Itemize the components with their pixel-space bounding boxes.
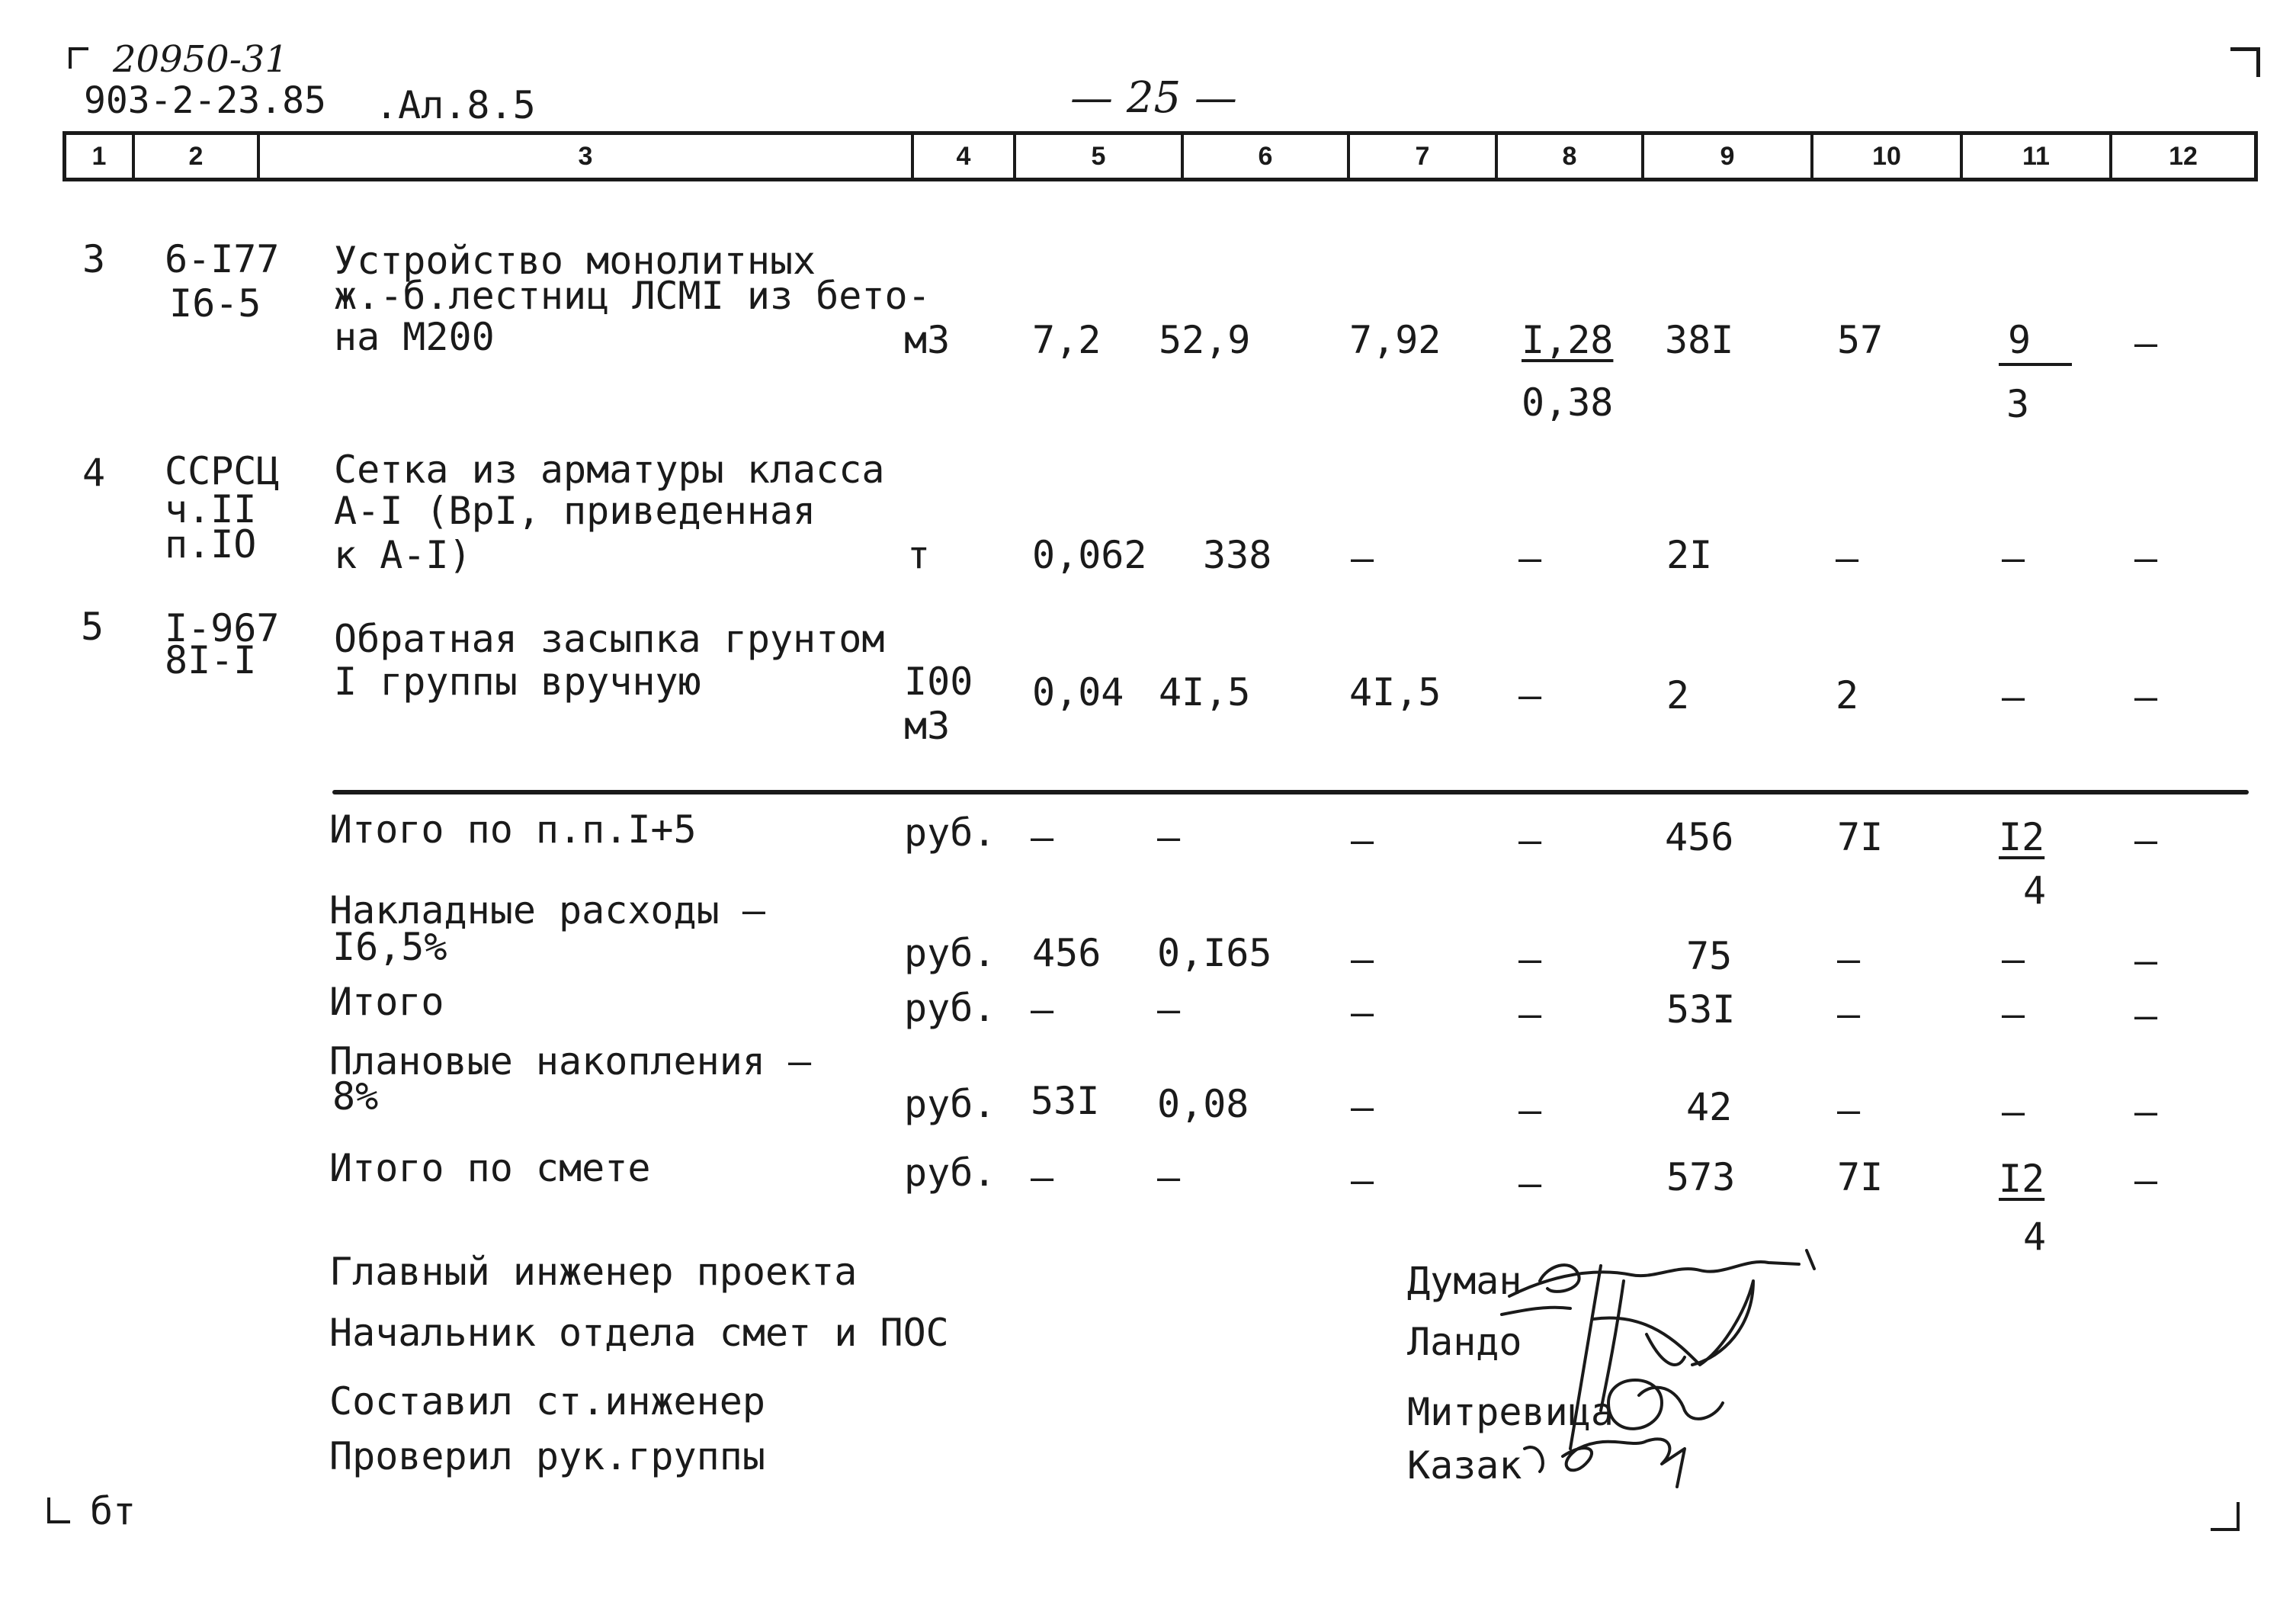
col12-value: – xyxy=(2134,675,2158,719)
total-label-line: 8% xyxy=(332,1074,379,1119)
unit-price: 52,9 xyxy=(1159,318,1251,362)
col8-value: – xyxy=(1518,536,1542,580)
col6-value: – xyxy=(1157,815,1181,859)
col7-value: – xyxy=(1351,937,1374,981)
col9-value: 573 xyxy=(1666,1155,1736,1199)
col8-value: – xyxy=(1518,1088,1542,1132)
total-label-line: Итого xyxy=(329,980,444,1024)
col6-value: – xyxy=(1157,987,1181,1032)
col12-value: – xyxy=(2134,536,2158,580)
norm-code-line: ч.II xyxy=(165,487,257,531)
footer-mark: бт xyxy=(90,1489,136,1533)
unit: руб. xyxy=(904,1082,996,1126)
work-description-line: Сетка из арматуры класса xyxy=(334,448,885,492)
col-header-7: 7 xyxy=(1350,135,1498,178)
col9-value: 75 xyxy=(1686,934,1733,978)
total-label-line: I6,5% xyxy=(332,925,447,969)
col10-value: – xyxy=(1837,937,1861,981)
col8-value: – xyxy=(1518,818,1542,862)
col-header-10: 10 xyxy=(1813,135,1963,178)
col8-value: – xyxy=(1518,673,1542,717)
col9-value: 53I xyxy=(1666,987,1736,1032)
col8-value: – xyxy=(1518,937,1542,981)
col5-value: – xyxy=(1031,815,1054,859)
col-header-2: 2 xyxy=(135,135,260,178)
signatory-name: Думан xyxy=(1407,1259,1522,1303)
col7-value: 7,92 xyxy=(1349,318,1441,362)
col10-value: 7I xyxy=(1837,1155,1884,1199)
col5-value: – xyxy=(1031,1155,1054,1199)
col10-value: – xyxy=(1837,992,1861,1036)
page-number-value: 25 xyxy=(1126,73,1182,123)
col-header-12: 12 xyxy=(2169,141,2198,171)
col9-value: 2I xyxy=(1666,533,1713,577)
col11-value: – xyxy=(2002,675,2025,719)
page-number: — 25 — xyxy=(1070,73,1237,123)
col10-value: 57 xyxy=(1837,318,1884,362)
col11-value-bottom: 4 xyxy=(2023,868,2047,913)
norm-code-line: 6-I77 xyxy=(165,237,280,281)
col5-value: – xyxy=(1031,987,1054,1032)
col11-value-bottom: 3 xyxy=(2006,382,2030,426)
work-description-line: Устройство монолитных xyxy=(334,239,816,283)
unit-line: м3 xyxy=(904,704,951,748)
col7-value: – xyxy=(1351,1158,1374,1202)
col-header-3: 3 xyxy=(260,135,914,178)
norm-code-line: п.IO xyxy=(165,522,257,567)
col10-value: – xyxy=(1837,1088,1861,1132)
unit: руб. xyxy=(904,810,996,855)
signatory-position: Начальник отдела смет и ПОС xyxy=(329,1311,949,1355)
norm-code-line: 8I-I xyxy=(165,638,257,682)
col11-value-top: I2 xyxy=(1999,1157,2045,1201)
col12-value: – xyxy=(2134,321,2158,365)
col-header-1: 1 xyxy=(66,135,135,178)
col-header-5: 5 xyxy=(1016,135,1184,178)
unit: руб. xyxy=(904,986,996,1030)
col-header-9: 9 xyxy=(1644,135,1813,178)
col8-value: – xyxy=(1518,992,1542,1036)
col11-underline xyxy=(1999,363,2072,366)
work-description-line: А-I (BpI, приведенная xyxy=(334,489,816,533)
col-header-4: 4 xyxy=(914,135,1016,178)
work-description-line: I группы вручную xyxy=(334,660,701,704)
col6-value: – xyxy=(1157,1155,1181,1199)
work-description-line: Обратная засыпка грунтом xyxy=(334,617,885,661)
col10-value: – xyxy=(1836,536,1859,580)
total-label-line: Накладные расходы – xyxy=(329,888,765,932)
corner-mark-bottom-right xyxy=(2211,1502,2240,1531)
col7-value: 4I,5 xyxy=(1349,670,1441,714)
norm-code-line: I-967 xyxy=(165,606,280,650)
row-number: 5 xyxy=(81,605,104,649)
quantity: 0,062 xyxy=(1032,533,1147,577)
signatory-name: Митревица xyxy=(1407,1390,1614,1434)
col11-value-top: I2 xyxy=(1999,815,2045,859)
col11-value: – xyxy=(2002,992,2025,1036)
album-ref: .Ал.8.5 xyxy=(375,83,536,127)
unit: руб. xyxy=(904,931,996,975)
col12-value: – xyxy=(2134,818,2158,862)
project-code: 903-2-23.85 xyxy=(84,79,326,122)
col12-value: – xyxy=(2134,1158,2158,1202)
unit: м3 xyxy=(904,318,951,362)
work-description-line: на М200 xyxy=(334,315,495,359)
col9-value: 42 xyxy=(1686,1085,1733,1129)
col12-value: – xyxy=(2134,939,2158,983)
col11-value: – xyxy=(2002,1090,2025,1134)
unit-price: 338 xyxy=(1203,533,1272,577)
handwritten-signature xyxy=(1494,1220,1875,1494)
col9-value: 456 xyxy=(1665,815,1734,859)
corner-mark-bottom-left xyxy=(47,1497,70,1523)
col12-value: – xyxy=(2134,1090,2158,1134)
total-label-line: Итого по п.п.I+5 xyxy=(329,807,697,852)
corner-mark-top-left xyxy=(69,47,88,69)
col11-value: – xyxy=(2002,937,2025,981)
unit: т xyxy=(907,533,931,577)
totals-separator-line xyxy=(332,790,2249,794)
row-number: 3 xyxy=(82,237,106,281)
col8-value-bottom: 0,38 xyxy=(1522,380,1614,425)
col6-value: 0,08 xyxy=(1157,1082,1249,1126)
col8-value: – xyxy=(1518,1161,1542,1205)
work-description-line: ж.-б.лестниц ЛСМI из бето- xyxy=(334,274,931,318)
col9-value: 38I xyxy=(1665,318,1734,362)
col7-value: – xyxy=(1351,536,1374,580)
column-header-row xyxy=(63,131,2258,181)
signatory-name: Казак xyxy=(1407,1443,1522,1488)
col7-value: – xyxy=(1351,1085,1374,1129)
signatory-position: Составил ст.инженер xyxy=(329,1379,765,1424)
signatory-position: Проверил рук.группы xyxy=(329,1434,765,1478)
col11-value-top: 9 xyxy=(2008,318,2031,362)
signatory-position: Главный инженер проекта xyxy=(329,1250,858,1294)
total-label-line: Плановые накопления – xyxy=(329,1039,812,1083)
norm-code-line: ССРСЦ xyxy=(165,449,280,493)
col7-value: – xyxy=(1351,990,1374,1035)
col12-value: – xyxy=(2134,993,2158,1038)
col11-value: – xyxy=(2002,536,2025,580)
col8-value-top: I,28 xyxy=(1522,318,1614,362)
norm-code-line: I6-5 xyxy=(169,281,261,326)
col-header-11: 11 xyxy=(1963,135,2112,178)
signatory-name: Ландо xyxy=(1407,1320,1522,1364)
col5-value: 53I xyxy=(1031,1079,1100,1123)
col9-value: 2 xyxy=(1666,673,1690,717)
quantity: 7,2 xyxy=(1032,318,1102,362)
col6-value: 0,I65 xyxy=(1157,931,1272,975)
col7-value: – xyxy=(1351,818,1374,862)
total-label-line: Итого по смете xyxy=(329,1146,651,1190)
handwritten-code: 20950-31 xyxy=(113,38,288,81)
quantity: 0,04 xyxy=(1032,670,1124,714)
col-header-8: 8 xyxy=(1498,135,1644,178)
col-header-6: 6 xyxy=(1184,135,1350,178)
unit-price: 4I,5 xyxy=(1159,670,1251,714)
col10-value: 2 xyxy=(1836,673,1859,717)
unit: руб. xyxy=(904,1151,996,1195)
work-description-line: к А-I) xyxy=(334,533,472,577)
unit-line: I00 xyxy=(904,660,973,704)
col10-value: 7I xyxy=(1837,815,1884,859)
row-number: 4 xyxy=(82,451,106,495)
col5-value: 456 xyxy=(1032,931,1102,975)
corner-mark-top-right xyxy=(2230,47,2260,77)
col11-value-bottom: 4 xyxy=(2023,1215,2047,1259)
